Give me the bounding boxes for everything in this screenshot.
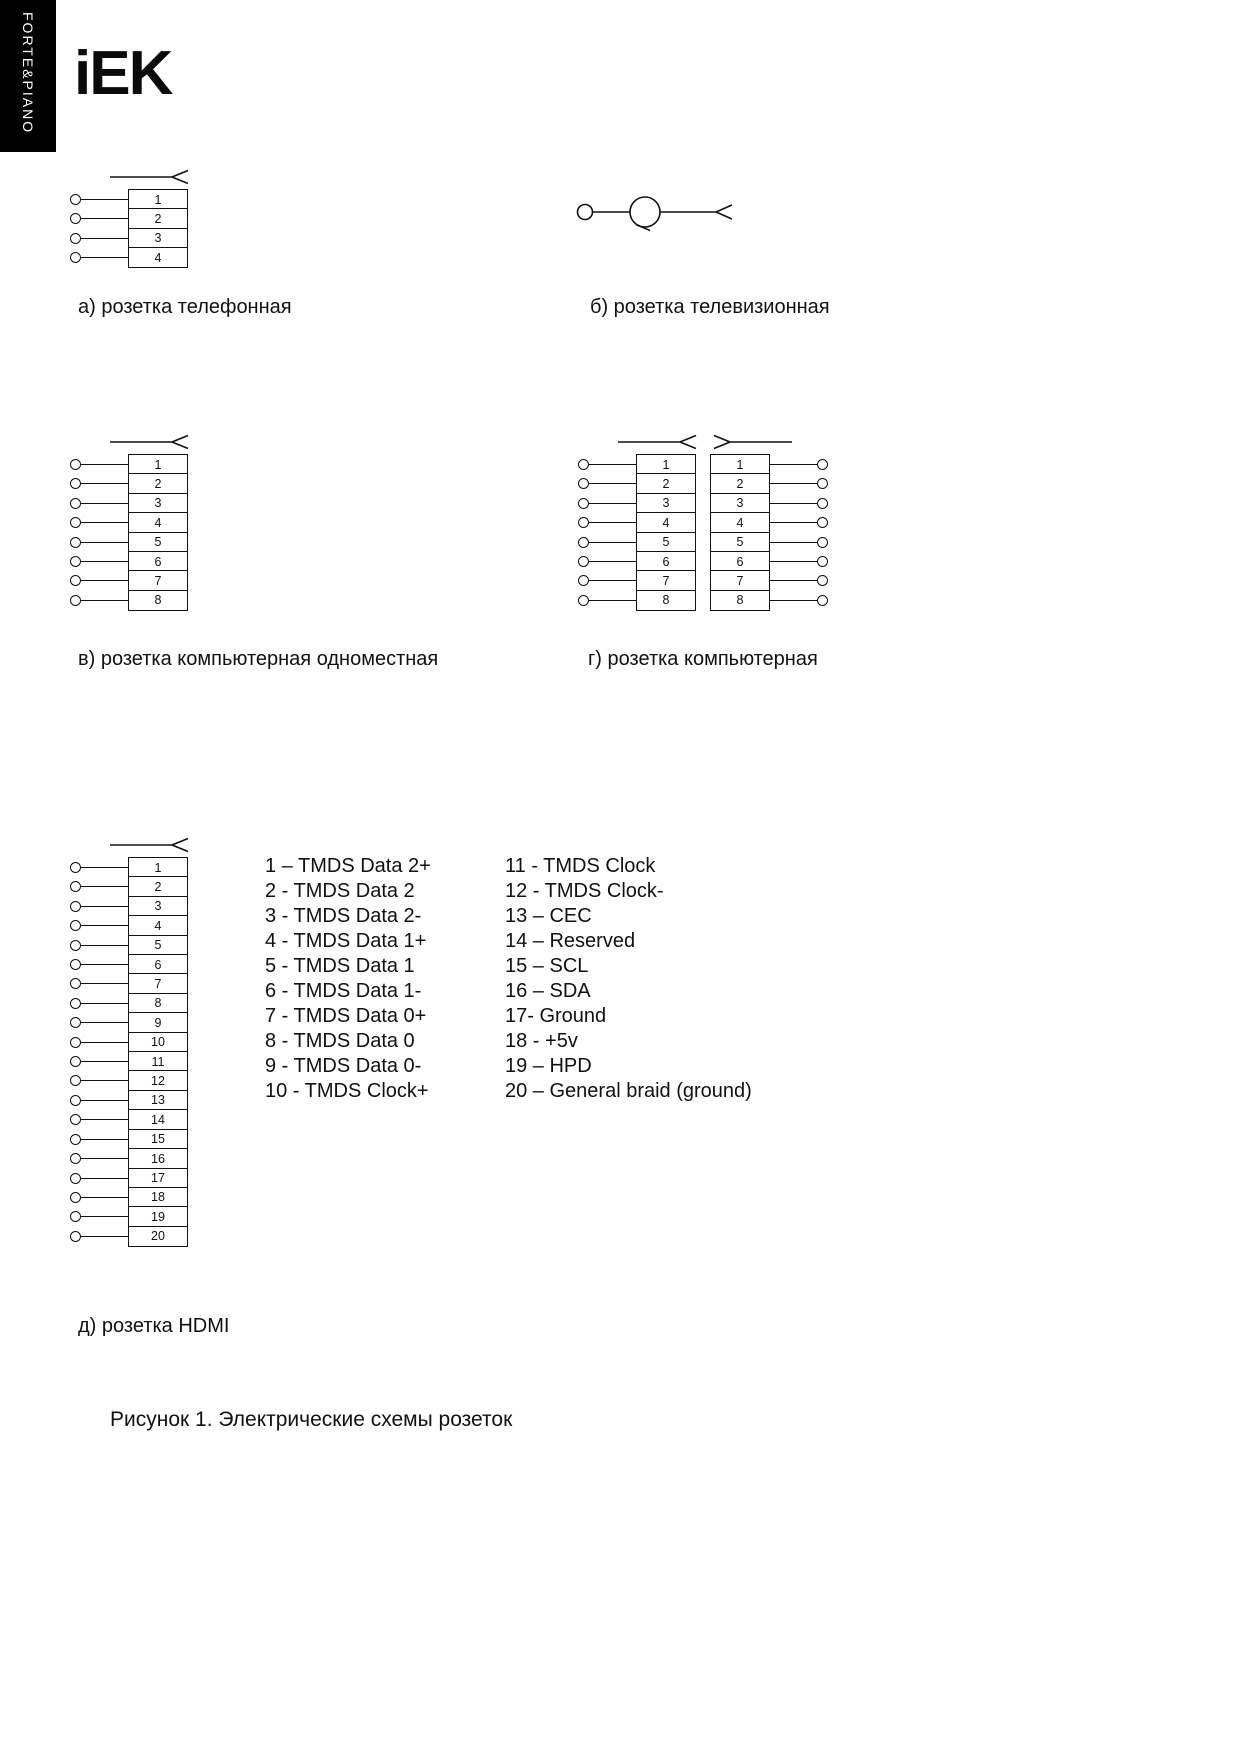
pin-wire bbox=[81, 1178, 128, 1179]
pin-row bbox=[70, 1109, 188, 1130]
pin-row bbox=[710, 493, 828, 514]
pin-wire bbox=[81, 483, 128, 484]
pin-wire bbox=[81, 1158, 128, 1159]
pin-row bbox=[70, 1090, 188, 1111]
pin-wire bbox=[81, 600, 128, 601]
pin-number: 7 bbox=[128, 973, 188, 994]
pin-row bbox=[70, 954, 188, 975]
pin-row bbox=[70, 1070, 188, 1091]
pin-number: 6 bbox=[128, 954, 188, 975]
diagram-phone-connector bbox=[70, 168, 188, 268]
pin-wire bbox=[81, 503, 128, 504]
pin-number: 4 bbox=[128, 247, 188, 268]
pin-terminal-icon bbox=[578, 478, 589, 489]
pin-number: 7 bbox=[636, 570, 696, 591]
plug-symbol-icon bbox=[110, 433, 190, 451]
pin-row bbox=[710, 551, 828, 572]
pin-number: 2 bbox=[636, 473, 696, 494]
pin-function: 4 - TMDS Data 1+ bbox=[265, 930, 427, 952]
pin-number: 16 bbox=[128, 1148, 188, 1169]
pin-row bbox=[70, 1129, 188, 1150]
pin-wire bbox=[81, 983, 128, 984]
pin-wire bbox=[81, 522, 128, 523]
pin-row bbox=[578, 590, 696, 611]
plug-symbol-icon bbox=[110, 836, 190, 854]
pin-number: 8 bbox=[128, 590, 188, 611]
pin-terminal-icon bbox=[70, 1173, 81, 1184]
pin-terminal-icon bbox=[70, 213, 81, 224]
pin-row bbox=[578, 473, 696, 494]
pin-box bbox=[70, 857, 188, 1247]
pin-terminal-icon bbox=[70, 233, 81, 244]
pin-number: 14 bbox=[128, 1109, 188, 1130]
pin-row bbox=[578, 551, 696, 572]
pin-terminal-icon bbox=[70, 1017, 81, 1028]
pin-terminal-icon bbox=[817, 517, 828, 528]
pin-terminal-icon bbox=[70, 881, 81, 892]
pin-row bbox=[578, 570, 696, 591]
pin-terminal-icon bbox=[578, 498, 589, 509]
pin-wire bbox=[81, 542, 128, 543]
plug-symbol-icon bbox=[110, 168, 190, 186]
pin-function: 7 - TMDS Data 0+ bbox=[265, 1005, 427, 1027]
pin-wire bbox=[770, 483, 817, 484]
pin-wire bbox=[81, 1236, 128, 1237]
pin-number: 2 bbox=[710, 473, 770, 494]
pin-wire bbox=[81, 1061, 128, 1062]
pin-number: 1 bbox=[128, 454, 188, 475]
pin-wire bbox=[81, 1080, 128, 1081]
diagram-computer-double-left-connector bbox=[578, 433, 696, 611]
pin-function: 14 – Reserved bbox=[505, 930, 636, 952]
pin-number: 1 bbox=[710, 454, 770, 475]
pin-function: 6 - TMDS Data 1- bbox=[265, 980, 422, 1002]
pin-terminal-icon bbox=[70, 1075, 81, 1086]
pin-terminal-icon bbox=[70, 1095, 81, 1106]
pin-function: 5 - TMDS Data 1 bbox=[265, 955, 415, 977]
pin-terminal-icon bbox=[817, 556, 828, 567]
pin-row bbox=[70, 915, 188, 936]
pin-terminal-icon bbox=[70, 517, 81, 528]
pin-number: 8 bbox=[710, 590, 770, 611]
pin-wire bbox=[770, 561, 817, 562]
pin-row bbox=[70, 551, 188, 572]
diagram-tv-label: б) розетка телевизионная bbox=[590, 296, 830, 318]
pin-row bbox=[578, 493, 696, 514]
pin-row bbox=[710, 590, 828, 611]
pin-row bbox=[70, 532, 188, 553]
pin-terminal-icon bbox=[70, 194, 81, 205]
pin-number: 4 bbox=[636, 512, 696, 533]
pin-function: 11 - TMDS Clock bbox=[505, 855, 656, 877]
pin-terminal-icon bbox=[70, 1153, 81, 1164]
pin-terminal-icon bbox=[70, 1134, 81, 1145]
pin-wire bbox=[81, 464, 128, 465]
pin-terminal-icon bbox=[817, 498, 828, 509]
diagram-hdmi-label: д) розетка HDMI bbox=[78, 1315, 230, 1337]
pin-function: 1 – TMDS Data 2+ bbox=[265, 855, 431, 877]
pin-wire bbox=[589, 464, 636, 465]
pin-terminal-icon bbox=[578, 595, 589, 606]
pin-row bbox=[70, 493, 188, 514]
pin-wire bbox=[589, 522, 636, 523]
pin-wire bbox=[81, 1139, 128, 1140]
pin-wire bbox=[589, 561, 636, 562]
pin-wire bbox=[770, 522, 817, 523]
diagram-computer-single-label: в) розетка компьютерная одноместная bbox=[78, 648, 439, 670]
pin-row bbox=[578, 454, 696, 475]
pin-terminal-icon bbox=[578, 537, 589, 548]
diagram-phone-label: а) розетка телефонная bbox=[78, 296, 292, 318]
pin-row bbox=[70, 896, 188, 917]
pin-row bbox=[70, 590, 188, 611]
pin-number: 3 bbox=[710, 493, 770, 514]
pin-number: 6 bbox=[128, 551, 188, 572]
pin-wire bbox=[770, 542, 817, 543]
pin-number: 1 bbox=[128, 857, 188, 878]
pin-wire bbox=[589, 503, 636, 504]
pin-row bbox=[70, 1012, 188, 1033]
pin-box bbox=[710, 454, 828, 611]
pin-number: 4 bbox=[710, 512, 770, 533]
pin-terminal-icon bbox=[70, 575, 81, 586]
pin-function: 10 - TMDS Clock+ bbox=[265, 1080, 429, 1102]
pin-row bbox=[70, 247, 188, 268]
pin-terminal-icon bbox=[70, 595, 81, 606]
pin-number: 19 bbox=[128, 1206, 188, 1227]
pin-number: 1 bbox=[636, 454, 696, 475]
pin-function: 8 - TMDS Data 0 bbox=[265, 1030, 415, 1052]
pin-number: 12 bbox=[128, 1070, 188, 1091]
pin-number: 3 bbox=[636, 493, 696, 514]
pin-row bbox=[578, 532, 696, 553]
pin-wire bbox=[81, 199, 128, 200]
pin-row bbox=[710, 532, 828, 553]
pin-terminal-icon bbox=[70, 862, 81, 873]
pin-function: 16 – SDA bbox=[505, 980, 591, 1002]
pin-terminal-icon bbox=[70, 498, 81, 509]
pin-wire bbox=[589, 542, 636, 543]
pin-terminal-icon bbox=[70, 901, 81, 912]
pin-wire bbox=[81, 1100, 128, 1101]
iek-logo: iEK bbox=[74, 39, 172, 108]
pin-function: 13 – CEC bbox=[505, 905, 592, 927]
pin-function: 19 – HPD bbox=[505, 1055, 592, 1077]
pin-wire bbox=[770, 600, 817, 601]
pin-number: 18 bbox=[128, 1187, 188, 1208]
pin-row bbox=[70, 1032, 188, 1053]
tv-socket-symbol-icon bbox=[576, 192, 748, 232]
pin-function: 18 - +5v bbox=[505, 1030, 578, 1052]
pin-row bbox=[70, 208, 188, 229]
pin-row bbox=[710, 570, 828, 591]
pin-number: 6 bbox=[636, 551, 696, 572]
pin-number: 3 bbox=[128, 493, 188, 514]
pin-terminal-icon bbox=[578, 556, 589, 567]
pin-number: 4 bbox=[128, 915, 188, 936]
pin-wire bbox=[81, 218, 128, 219]
pin-number: 7 bbox=[710, 570, 770, 591]
pin-row bbox=[70, 935, 188, 956]
pin-number: 13 bbox=[128, 1090, 188, 1111]
pin-function: 2 - TMDS Data 2 bbox=[265, 880, 415, 902]
pin-number: 5 bbox=[710, 532, 770, 553]
pin-row bbox=[70, 857, 188, 878]
pin-function: 3 - TMDS Data 2- bbox=[265, 905, 422, 927]
pin-wire bbox=[770, 580, 817, 581]
pin-terminal-icon bbox=[817, 537, 828, 548]
pin-terminal-icon bbox=[70, 978, 81, 989]
pin-terminal-icon bbox=[70, 1192, 81, 1203]
pin-row bbox=[70, 1206, 188, 1227]
pin-row bbox=[70, 473, 188, 494]
pin-number: 6 bbox=[710, 551, 770, 572]
figure-caption: Рисунок 1. Электрические схемы розеток bbox=[110, 1408, 513, 1431]
pin-number: 10 bbox=[128, 1032, 188, 1053]
pin-row bbox=[70, 454, 188, 475]
pin-terminal-icon bbox=[70, 537, 81, 548]
pin-row bbox=[70, 1148, 188, 1169]
pin-row bbox=[710, 512, 828, 533]
hdmi-pin-list-col2 bbox=[505, 855, 752, 1105]
pin-row bbox=[70, 570, 188, 591]
pin-terminal-icon bbox=[70, 556, 81, 567]
plug-symbol-icon bbox=[618, 433, 698, 451]
pin-number: 2 bbox=[128, 208, 188, 229]
pin-wire bbox=[81, 238, 128, 239]
pin-wire bbox=[81, 1216, 128, 1217]
pin-terminal-icon bbox=[817, 595, 828, 606]
pin-number: 11 bbox=[128, 1051, 188, 1072]
pin-number: 2 bbox=[128, 473, 188, 494]
pin-number: 1 bbox=[128, 189, 188, 210]
pin-terminal-icon bbox=[817, 575, 828, 586]
pin-wire bbox=[770, 464, 817, 465]
pin-number: 7 bbox=[128, 570, 188, 591]
pin-row bbox=[70, 1226, 188, 1247]
pin-function: 15 – SCL bbox=[505, 955, 589, 977]
pin-terminal-icon bbox=[578, 459, 589, 470]
pin-wire bbox=[81, 580, 128, 581]
pin-terminal-icon bbox=[70, 1114, 81, 1125]
brand-sidebar bbox=[0, 0, 56, 152]
pin-row bbox=[710, 454, 828, 475]
pin-number: 3 bbox=[128, 228, 188, 249]
pin-box bbox=[70, 454, 188, 611]
pin-terminal-icon bbox=[817, 478, 828, 489]
pin-row bbox=[70, 189, 188, 210]
hdmi-pin-list-col1 bbox=[265, 855, 431, 1105]
pin-number: 4 bbox=[128, 512, 188, 533]
pin-row bbox=[70, 1187, 188, 1208]
pin-wire bbox=[81, 867, 128, 868]
pin-row bbox=[710, 473, 828, 494]
pin-number: 20 bbox=[128, 1226, 188, 1247]
pin-row bbox=[70, 993, 188, 1014]
pin-box bbox=[578, 454, 696, 611]
pin-function: 17- Ground bbox=[505, 1005, 607, 1027]
pin-number: 15 bbox=[128, 1129, 188, 1150]
pin-terminal-icon bbox=[70, 920, 81, 931]
diagram-hdmi-connector bbox=[70, 836, 188, 1247]
pin-wire bbox=[81, 257, 128, 258]
pin-function: 9 - TMDS Data 0- bbox=[265, 1055, 422, 1077]
pin-row bbox=[578, 512, 696, 533]
pin-wire bbox=[81, 925, 128, 926]
pin-terminal-icon bbox=[70, 959, 81, 970]
pin-terminal-icon bbox=[70, 940, 81, 951]
pin-row bbox=[70, 1051, 188, 1072]
pin-number: 2 bbox=[128, 876, 188, 897]
pin-wire bbox=[589, 580, 636, 581]
pin-function: 20 – General braid (ground) bbox=[505, 1080, 752, 1102]
pin-terminal-icon bbox=[70, 1231, 81, 1242]
pin-wire bbox=[81, 561, 128, 562]
pin-row bbox=[70, 512, 188, 533]
pin-wire bbox=[770, 503, 817, 504]
pin-box bbox=[70, 189, 188, 268]
pin-wire bbox=[81, 886, 128, 887]
pin-terminal-icon bbox=[70, 478, 81, 489]
pin-wire bbox=[589, 483, 636, 484]
pin-number: 5 bbox=[128, 532, 188, 553]
pin-wire bbox=[81, 1022, 128, 1023]
pin-terminal-icon bbox=[70, 1211, 81, 1222]
pin-wire bbox=[81, 906, 128, 907]
pin-wire bbox=[81, 1197, 128, 1198]
pin-row bbox=[70, 973, 188, 994]
pin-number: 5 bbox=[128, 935, 188, 956]
pin-function: 12 - TMDS Clock- bbox=[505, 880, 664, 902]
pin-terminal-icon bbox=[70, 998, 81, 1009]
pin-wire bbox=[81, 1003, 128, 1004]
pin-terminal-icon bbox=[578, 575, 589, 586]
pin-wire bbox=[81, 945, 128, 946]
pin-number: 5 bbox=[636, 532, 696, 553]
plug-symbol-icon bbox=[712, 433, 792, 451]
diagram-computer-double-right-connector bbox=[710, 433, 828, 611]
diagram-computer-single-connector bbox=[70, 433, 188, 611]
diagram-computer-double-label: г) розетка компьютерная bbox=[588, 648, 818, 670]
pin-wire bbox=[81, 964, 128, 965]
pin-terminal-icon bbox=[70, 252, 81, 263]
pin-number: 8 bbox=[128, 993, 188, 1014]
pin-number: 3 bbox=[128, 896, 188, 917]
pin-row bbox=[70, 876, 188, 897]
pin-number: 8 bbox=[636, 590, 696, 611]
pin-terminal-icon bbox=[578, 517, 589, 528]
pin-wire bbox=[81, 1119, 128, 1120]
pin-number: 17 bbox=[128, 1168, 188, 1189]
pin-wire bbox=[81, 1042, 128, 1043]
pin-wire bbox=[589, 600, 636, 601]
pin-terminal-icon bbox=[817, 459, 828, 470]
pin-terminal-icon bbox=[70, 1056, 81, 1067]
pin-terminal-icon bbox=[70, 459, 81, 470]
pin-row bbox=[70, 228, 188, 249]
pin-terminal-icon bbox=[70, 1037, 81, 1048]
pin-number: 9 bbox=[128, 1012, 188, 1033]
pin-row bbox=[70, 1168, 188, 1189]
brand-series-label: FORTE&PIANO bbox=[20, 12, 36, 135]
